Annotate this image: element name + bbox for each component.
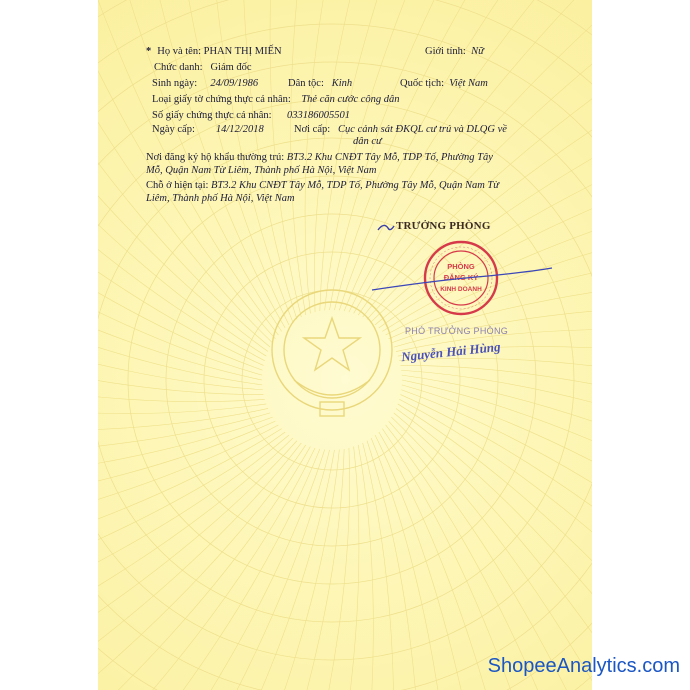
signature-stroke (368, 262, 558, 296)
field-so-giay-value: 033186005501 (287, 110, 350, 121)
svg-text:ĐĂNG KÝ: ĐĂNG KÝ (443, 273, 479, 282)
document-sheet (98, 0, 592, 690)
pen-mark-icon (376, 220, 396, 236)
field-ho-khau-cont: Mỗ, Quận Nam Từ Liêm, Thành phố Hà Nội, Việt Nam (146, 165, 377, 176)
national-emblem-icon (272, 290, 392, 416)
field-dan-toc: Dân tộc: Kinh (288, 78, 353, 89)
field-loai-giay: Loại giấy tờ chứng thực cá nhân: Thẻ căn cước công dân (152, 94, 400, 105)
field-gioi-tinh: Giới tính: Nữ (425, 46, 484, 57)
svg-text:PHÒNG: PHÒNG (447, 262, 475, 271)
field-sinh-ngay: Sinh ngày: 24/09/1986 (152, 78, 259, 89)
field-cho-o: Chỗ ở hiện tại: BT3.2 Khu CNĐT Tây Mỗ, TDP Tố, Phường Tây Mỗ, Quận Nam Từ (146, 180, 500, 191)
field-ho-ten: * Họ và tên: PHAN THỊ MIẾN (146, 46, 282, 57)
deputy-title: PHÓ TRƯỞNG PHÒNG (405, 326, 509, 336)
field-noi-cap-cont: dân cư (353, 136, 382, 147)
watermark: ShopeeAnalytics.com (487, 655, 680, 677)
field-ngay-cap: Ngày cấp: 14/12/2018 (152, 124, 264, 135)
field-noi-cap: Nơi cấp: Cục cảnh sát ĐKQL cư trú và DLQG về (294, 124, 507, 135)
svg-text:KINH DOANH: KINH DOANH (440, 286, 482, 293)
signature-title: TRƯỞNG PHÒNG (396, 220, 491, 232)
field-so-giay: Số giấy chứng thực cá nhân: (152, 110, 272, 121)
signer-name: Nguyễn Hải Hùng (400, 338, 502, 365)
field-ho-khau: Nơi đăng ký hộ khẩu thường trú: BT3.2 Khu CNĐT Tây Mỗ, TDP Tố, Phường Tây (146, 152, 493, 163)
field-cho-o-cont: Liêm, Thành phố Hà Nội, Việt Nam (146, 193, 295, 204)
field-quoc-tich: Quốc tịch: Việt Nam (400, 78, 488, 89)
field-chuc-danh: Chức danh: Giám đốc (154, 62, 252, 73)
